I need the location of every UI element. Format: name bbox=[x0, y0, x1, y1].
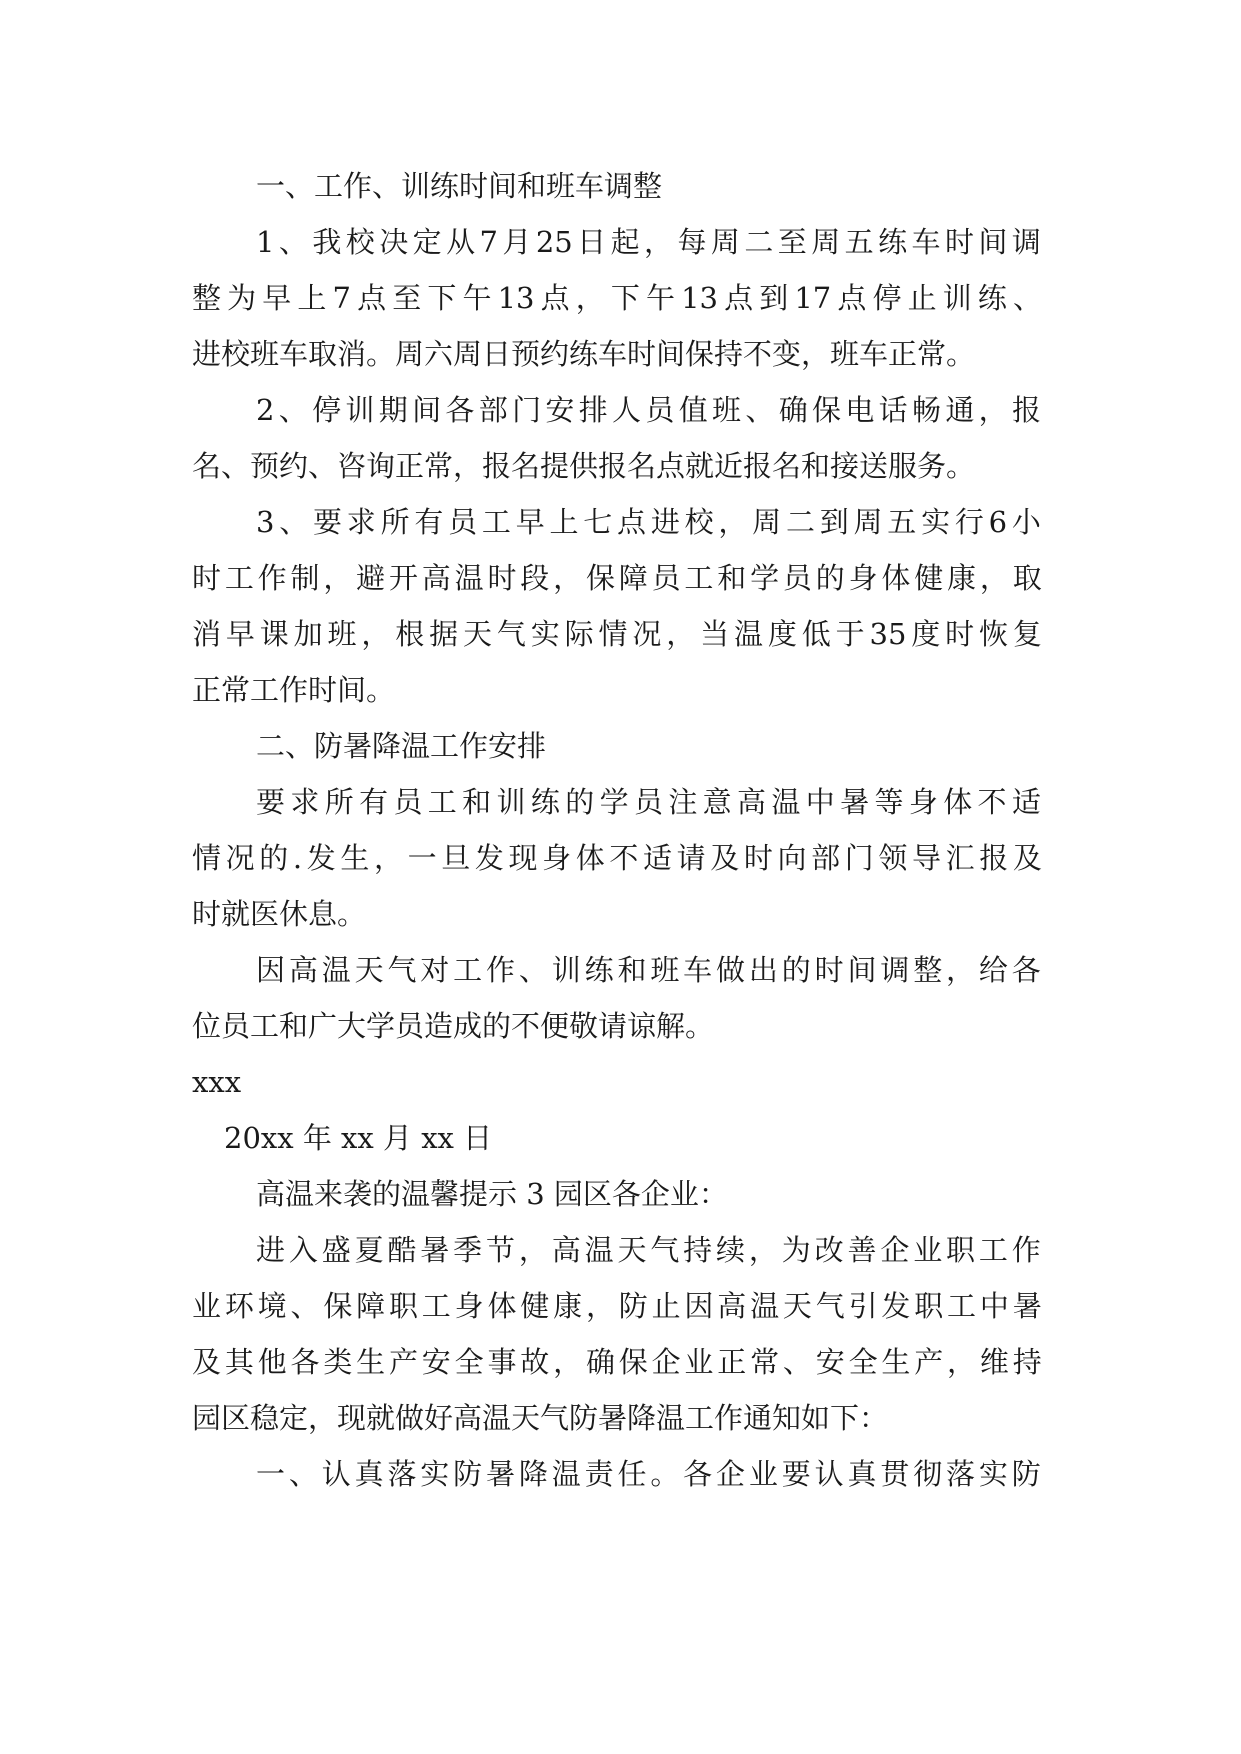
paragraph-line: 情 况 的 . 发 生 ， 一 旦 发 现 身 体 不 适 请 及 时 向 部 门 领 导 汇 报 及 bbox=[192, 841, 1042, 875]
paragraph-line: 因 高 温 天 气 对 工 作 、 训 练 和 班 车 做 出 的 时 间 调 整 ， 给 各 bbox=[256, 953, 1041, 987]
paragraph-line: 业 环 境 、 保 障 职 工 身 体 健 康 ， 防 止 因 高 温 天 气 引 发 职 工 中 暑 bbox=[192, 1289, 1042, 1323]
section-heading-cooling: 二、防暑降温工作安排 bbox=[256, 729, 547, 763]
signature-date: 20xx 年 xx 月 xx 日 bbox=[224, 1121, 493, 1155]
paragraph-line: 进校班车取消。周六周日预约练车时间保持不变，班车正常。 bbox=[192, 337, 976, 371]
paragraph-line: 时 工 作 制 ， 避 开 高 温 时 段 ， 保 障 员 工 和 学 员 的 身 体 健 康 ， 取 bbox=[192, 561, 1042, 595]
paragraph-line: 2 、 停 训 期 间 各 部 门 安 排 人 员 值 班 、 确 保 电 话 畅 通 ， 报 bbox=[256, 393, 1041, 427]
paragraph-line: 位员工和广大学员造成的不便敬请谅解。 bbox=[192, 1009, 715, 1043]
paragraph-line: 正常工作时间。 bbox=[192, 673, 396, 707]
signature-name: xxx bbox=[192, 1065, 242, 1099]
paragraph-line: 要 求 所 有 员 工 和 训 练 的 学 员 注 意 高 温 中 暑 等 身 体 不 适 bbox=[256, 785, 1041, 819]
section-heading-schedule: 一、工作、训练时间和班车调整 bbox=[256, 169, 663, 203]
paragraph-line: 进 入 盛 夏 酷 暑 季 节 ， 高 温 天 气 持 续 ， 为 改 善 企 业 职 工 作 bbox=[256, 1233, 1041, 1267]
notice-title: 高温来袭的温馨提示 3 园区各企业： bbox=[256, 1177, 728, 1211]
paragraph-line: 时就医休息。 bbox=[192, 897, 367, 931]
paragraph-line: 整 为 早 上 7 点 至 下 午 13 点 ， 下 午 13 点 到 17 点 停 止 训 练 、 bbox=[192, 281, 1042, 315]
paragraph-line: 1 、 我 校 决 定 从 7 月 25 日 起 ， 每 周 二 至 周 五 练 车 时 间 调 bbox=[256, 225, 1041, 259]
paragraph-line: 名、预约、咨询正常，报名提供报名点就近报名和接送服务。 bbox=[192, 449, 976, 483]
paragraph-line: 消 早 课 加 班 ， 根 据 天 气 实 际 情 况 ， 当 温 度 低 于 35 度 时 恢 复 bbox=[192, 617, 1042, 651]
paragraph-line: 及 其 他 各 类 生 产 安 全 事 故 ， 确 保 企 业 正 常 、 安 全 生 产 ， 维 持 bbox=[192, 1345, 1042, 1379]
paragraph-line: 园区稳定，现就做好高温天气防暑降温工作通知如下： bbox=[192, 1401, 889, 1435]
paragraph-line: 一 、 认 真 落 实 防 暑 降 温 责 任 。 各 企 业 要 认 真 贯 彻 落 实 防 bbox=[256, 1457, 1041, 1491]
paragraph-line: 3 、 要 求 所 有 员 工 早 上 七 点 进 校 ， 周 二 到 周 五 实 行 6 小 bbox=[256, 505, 1041, 539]
